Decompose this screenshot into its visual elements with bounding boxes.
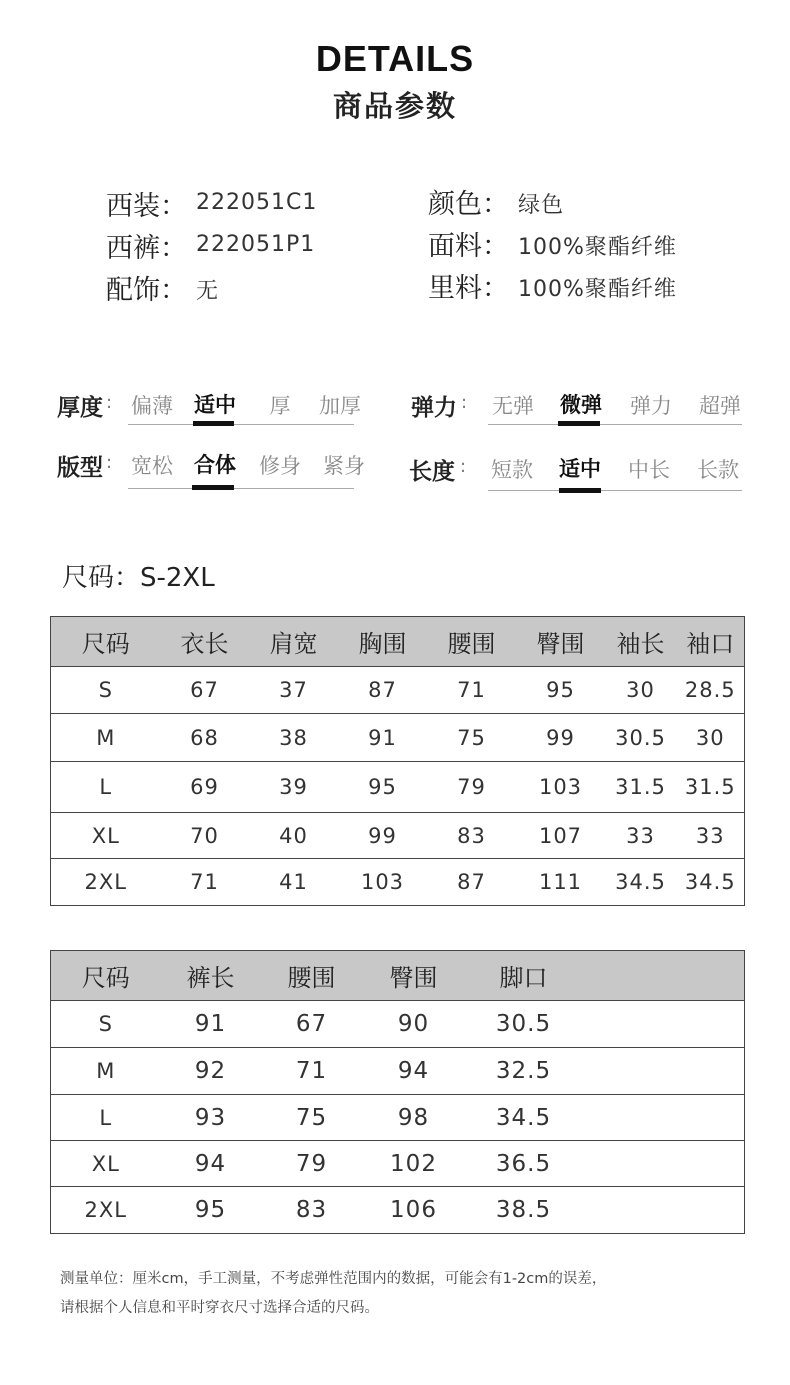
table-cell: M (51, 1048, 161, 1095)
table-cell: 87 (339, 667, 427, 714)
attr-length-colon: : (460, 456, 467, 477)
table-cell: XL (51, 1141, 161, 1187)
table-cell: 94 (363, 1048, 465, 1095)
attr-fit-track (128, 488, 354, 489)
spec-suit-value: 222051C1 (196, 190, 318, 215)
table-row (51, 1001, 745, 1048)
table-cell: 70 (161, 813, 249, 859)
table-cell: 38.5 (495, 1197, 552, 1223)
table-header-row (51, 617, 745, 667)
column-header: 尺码 (51, 617, 161, 667)
spec-fabric-label: 面料： (428, 231, 509, 262)
table-cell: 33 (677, 813, 745, 859)
table-cell: 103 (360, 870, 405, 894)
table-cell: L (51, 1095, 161, 1141)
attr-thickness-option-selected: 适中 (194, 393, 236, 417)
page-title: DETAILS (315, 38, 475, 79)
table-cell: 83 (295, 1197, 328, 1223)
table-cell: 95 (517, 667, 605, 714)
empty-cell (583, 1187, 745, 1234)
table-cell: 31.5 (605, 762, 677, 813)
attr-length-option-selected: 适中 (559, 457, 601, 481)
table-row (51, 714, 745, 762)
table-cell: 79 (427, 762, 517, 813)
column-header: 裤长 (161, 951, 261, 1001)
table-cell: 93 (161, 1095, 261, 1141)
empty-cell (583, 1141, 745, 1187)
table-cell: 79 (261, 1141, 363, 1187)
column-header: 臀围 (363, 951, 465, 1001)
table-cell: 107 (517, 813, 605, 859)
attr-thickness-track (128, 424, 354, 425)
attr-fit-option: 修身 (259, 454, 301, 478)
column-header: 肩宽 (249, 617, 339, 667)
table-cell: 92 (161, 1048, 261, 1095)
table-cell: 99 (339, 813, 427, 859)
attr-thickness-label: 厚度 (57, 395, 103, 421)
spec-lining-label: 里料： (428, 273, 509, 304)
attr-thickness-marker (193, 421, 234, 426)
page-subtitle: 商品参数 (332, 89, 457, 123)
table-cell: 34.5 (615, 870, 666, 894)
table-cell: 36.5 (465, 1141, 583, 1187)
table-cell: 30 (677, 714, 745, 762)
table-cell: 99 (517, 714, 605, 762)
attr-fit-option-selected: 合体 (194, 453, 236, 477)
table-row (51, 859, 745, 906)
table-cell: 34.5 (684, 870, 736, 894)
size-advice-note: 请根据个人信息和平时穿衣尺寸选择合适的尺码。 (60, 1300, 379, 1316)
table-row (51, 762, 745, 813)
table-cell: 33 (605, 813, 677, 859)
spec-fabric-value: 100%聚酯纤维 (518, 235, 677, 260)
attr-fit-option: 宽松 (131, 454, 173, 478)
empty-cell (583, 1048, 745, 1095)
table-cell: M (51, 714, 161, 762)
table-cell: 38 (249, 714, 339, 762)
table-cell: 67 (261, 1001, 363, 1048)
attr-length-option: 长款 (697, 458, 739, 482)
table-cell: 102 (363, 1141, 465, 1187)
column-header: 袖口 (677, 617, 745, 667)
table-cell: 67 (161, 667, 249, 714)
attr-length-option: 短款 (491, 458, 533, 482)
column-header: 脚口 (465, 951, 583, 1001)
column-header: 臀围 (517, 617, 605, 667)
column-header: 袖长 (605, 617, 677, 667)
spec-accessory-value: 无 (196, 279, 220, 304)
column-header: 腰围 (427, 617, 517, 667)
empty-cell (583, 1095, 745, 1141)
attr-fit-option: 紧身 (323, 454, 365, 478)
spec-pants-label: 西裤： (106, 233, 187, 264)
table-cell: 111 (538, 870, 583, 894)
table-cell: 83 (427, 813, 517, 859)
table-cell: 2XL (84, 1198, 127, 1222)
table-cell: 39 (249, 762, 339, 813)
table-cell: 69 (161, 762, 249, 813)
attr-thickness-option: 加厚 (319, 394, 361, 418)
table-row (51, 1048, 745, 1095)
table-cell: 30 (605, 667, 677, 714)
pants-size-table (50, 950, 745, 1234)
table-cell: 95 (339, 762, 427, 813)
attr-elasticity-track (488, 424, 742, 425)
column-header: 衣长 (161, 617, 249, 667)
attr-length-track (488, 490, 742, 491)
table-cell: 71 (427, 667, 517, 714)
table-cell: 71 (190, 870, 219, 894)
table-header-row (51, 951, 745, 1001)
spec-color-value: 绿色 (518, 193, 565, 218)
attr-elasticity-label: 弹力 (411, 395, 457, 421)
table-row (51, 1141, 745, 1187)
spec-pants-value: 222051P1 (196, 232, 316, 257)
table-cell: 2XL (84, 870, 127, 894)
table-cell: 37 (249, 667, 339, 714)
table-cell: 106 (390, 1197, 437, 1223)
table-cell: L (51, 762, 161, 813)
attr-fit-colon: : (106, 452, 113, 473)
table-cell: XL (51, 813, 161, 859)
table-cell: 75 (261, 1095, 363, 1141)
table-cell: 91 (339, 714, 427, 762)
column-header: 腰围 (261, 951, 363, 1001)
table-cell: 68 (161, 714, 249, 762)
attr-elasticity-colon: : (461, 392, 468, 413)
table-row (51, 1095, 745, 1141)
table-cell: S (51, 1001, 161, 1048)
table-row (51, 667, 745, 714)
table-row (51, 813, 745, 859)
table-cell: 30.5 (465, 1001, 583, 1048)
table-cell: 41 (279, 870, 308, 894)
empty-header-cell (583, 951, 745, 1001)
table-cell: 40 (249, 813, 339, 859)
table-cell: 90 (363, 1001, 465, 1048)
spec-accessory-label: 配饰： (106, 275, 187, 306)
attr-length-option: 中长 (628, 458, 670, 482)
table-cell: S (51, 667, 161, 714)
attr-elasticity-option: 超弹 (699, 394, 741, 418)
table-cell: 75 (427, 714, 517, 762)
table-cell: 32.5 (465, 1048, 583, 1095)
attr-thickness-colon: : (106, 392, 113, 413)
attr-length-label: 长度 (409, 459, 455, 485)
attr-elasticity-option: 无弹 (492, 394, 534, 418)
attr-thickness-option: 偏薄 (131, 394, 173, 418)
table-cell: 91 (161, 1001, 261, 1048)
attr-elasticity-option: 弹力 (630, 394, 672, 418)
table-row (51, 1187, 745, 1234)
table-cell: 103 (517, 762, 605, 813)
attr-fit-label: 版型 (57, 455, 103, 481)
attr-thickness-option: 厚 (269, 394, 291, 418)
column-header: 尺码 (51, 951, 161, 1001)
table-cell: 98 (363, 1095, 465, 1141)
spec-lining-value: 100%聚酯纤维 (518, 277, 677, 302)
size-range-title: 尺码：S-2XL (62, 563, 215, 593)
column-header: 胸围 (339, 617, 427, 667)
attr-length-marker (559, 488, 601, 493)
table-cell: 71 (261, 1048, 363, 1095)
table-cell: 34.5 (465, 1095, 583, 1141)
attr-elasticity-option-selected: 微弹 (560, 393, 602, 417)
table-cell: 87 (457, 870, 486, 894)
table-cell: 30.5 (605, 714, 677, 762)
table-cell: 31.5 (677, 762, 745, 813)
table-cell: 94 (161, 1141, 261, 1187)
attr-elasticity-marker (558, 421, 600, 426)
table-cell: 28.5 (677, 667, 745, 714)
spec-suit-label: 西装： (106, 191, 187, 222)
attr-fit-marker (192, 485, 234, 490)
spec-color-label: 颜色： (428, 189, 509, 220)
table-cell: 95 (194, 1197, 227, 1223)
jacket-size-table (50, 616, 745, 906)
measurement-note: 测量单位：厘米cm，手工测量，不考虑弹性范围内的数据，可能会有1-2cm的误差， (60, 1271, 607, 1287)
empty-cell (583, 1001, 745, 1048)
